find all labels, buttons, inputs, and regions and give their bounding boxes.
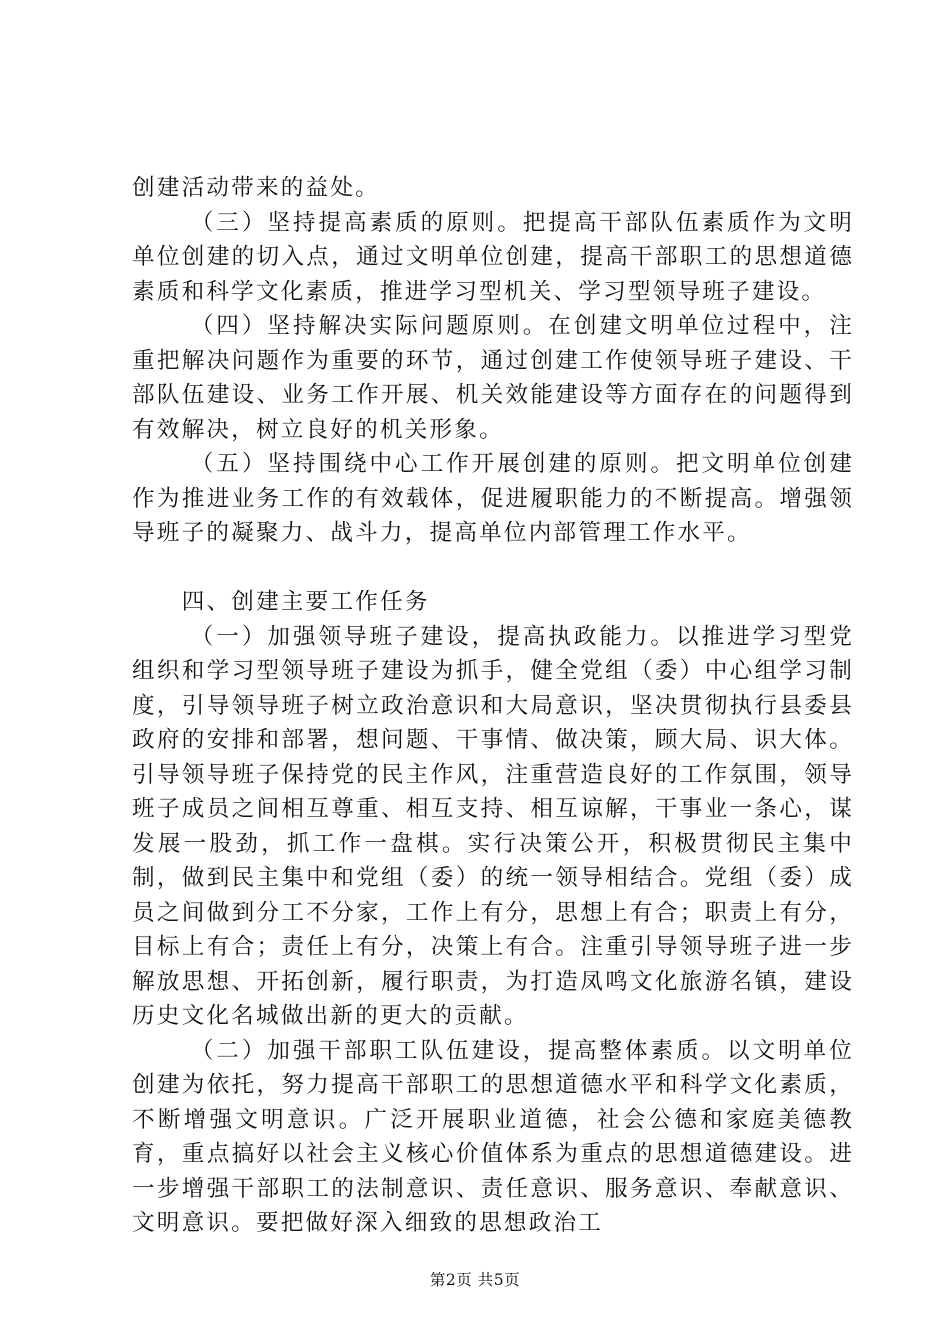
paragraph-principle-4: （四）坚持解决实际问题原则。在创建文明单位过程中，注重把解决问题作为重要的环节，通过创建工作使领导班子建设、干部队伍建设、业务工作开展、机关效能建设等方面存在的问题得到有效解决，树立良好的机关形象。 xyxy=(132,313,854,443)
paragraph-principle-5: （五）坚持围绕中心工作开展创建的原则。把文明单位创建作为推进业务工作的有效载体，促进履职能力的不断提高。增强领导班子的凝聚力、战斗力，提高单位内部管理工作水平。 xyxy=(132,451,854,546)
paragraph-continuation: 创建活动带来的益处。 xyxy=(132,175,380,201)
paragraph-task-2: （二）加强干部职工队伍建设，提高整体素质。以文明单位创建为依托，努力提高干部职工的思想道德水平和科学文化素质，不断增强文明意识。广泛开展职业道德，社会公德和家庭美德教育，重点搞好以社会主义核心价值体系为重点的思想道德建设。进一步增强干部职工的法制意识、责任意识、服务意识、奉献意识、文明意识。要把做好深入细致的思想政治工 xyxy=(132,1037,854,1236)
paragraph-task-1: （一）加强领导班子建设，提高执政能力。以推进学习型党组织和学习型领导班子建设为抓手，健全党组（委）中心组学习制度，引导领导班子树立政治意识和大局意识，坚决贯彻执行县委县政府的安排和部署，想问题、干事情、做决策，顾大局、识大体。引导领导班子保持党的民主作风，注重营造良好的工作氛围，领导班子成员之间相互尊重、相互支持、相互谅解，干事业一条心，谋发展一股劲，抓工作一盘棋。实行决策公开，积极贯彻民主集中制，做到民主集中和党组（委）的统一领导相结合。党组（委）成员之间做到分工不分家，工作上有分，思想上有合；职责上有分，目标上有合；责任上有分，决策上有合。注重引导领导班子进一步解放思想、开拓创新，履行职责，为打造凤鸣文化旅游名镇，建设历史文化名城做出新的更大的贡献。 xyxy=(132,623,854,1029)
document-body xyxy=(132,171,854,1241)
section-heading: 四、创建主要工作任务 xyxy=(181,589,430,615)
page-number-footer: 第2页 共5页 xyxy=(429,1271,521,1289)
paragraph-principle-3: （三）坚持提高素质的原则。把提高干部队伍素质作为文明单位创建的切入点，通过文明单位创建，提高干部职工的思想道德素质和科学文化素质，推进学习型机关、学习型领导班子建设。 xyxy=(132,209,854,305)
